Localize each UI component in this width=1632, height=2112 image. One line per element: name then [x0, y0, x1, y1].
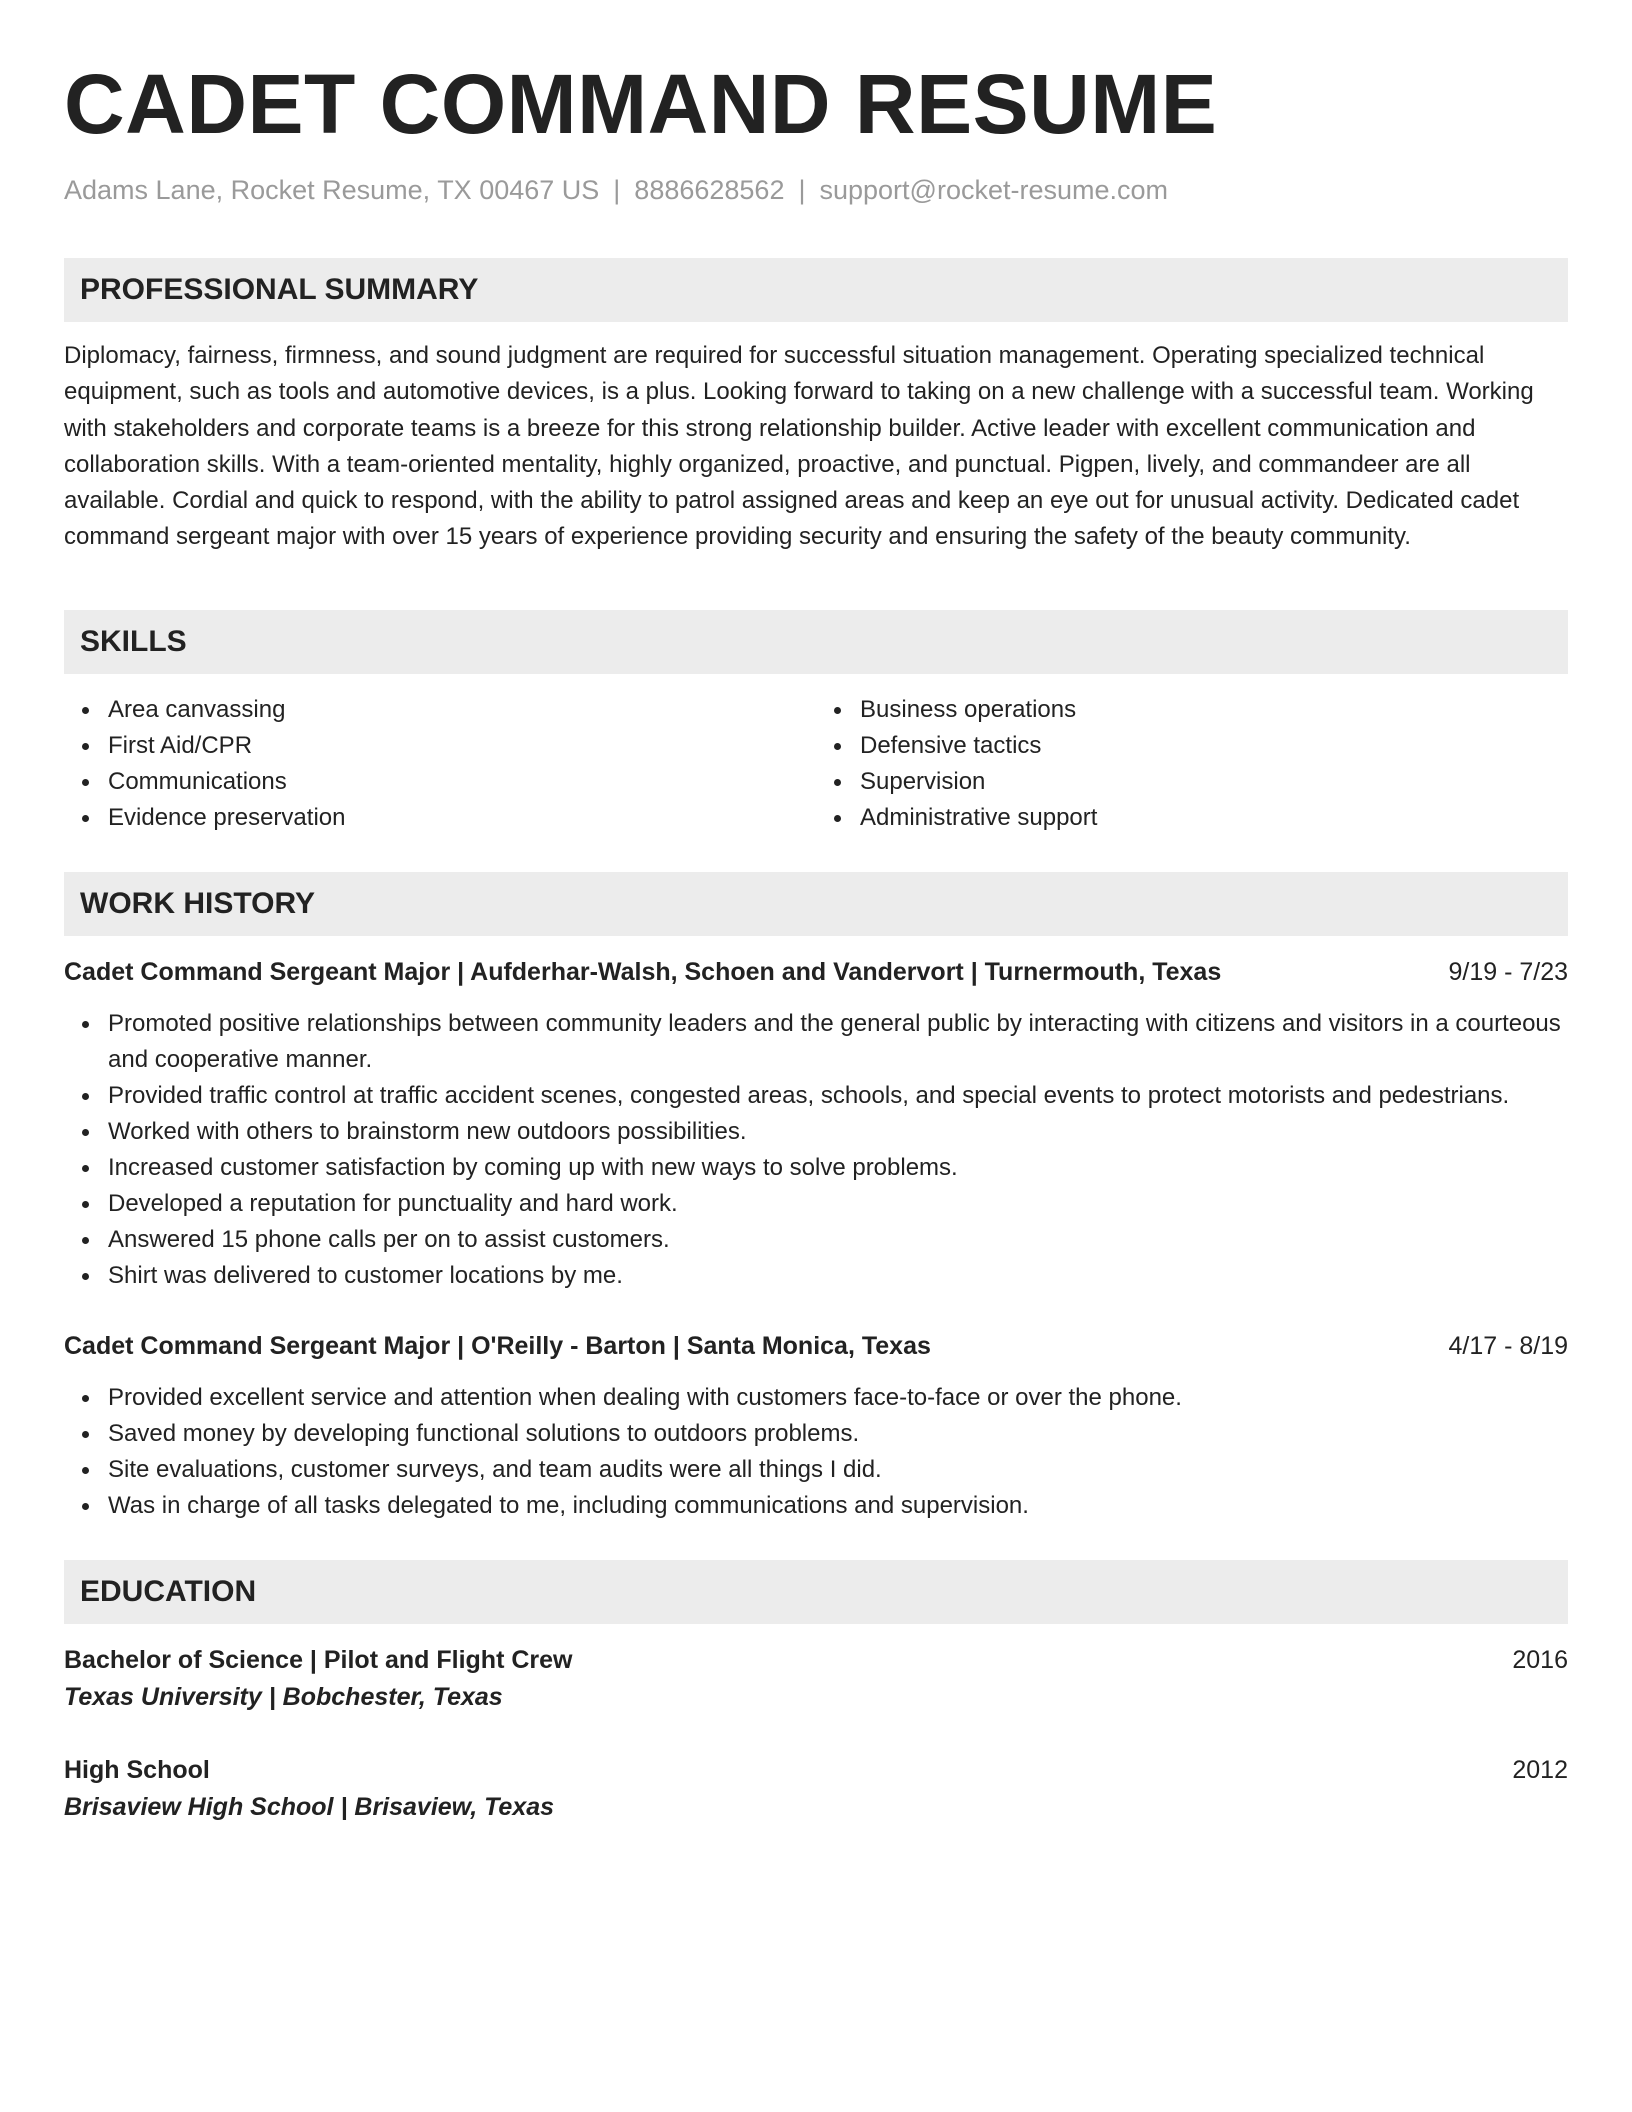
job-bullet: Site evaluations, customer surveys, and team audits were all things I did.	[108, 1452, 1568, 1488]
job-title: Cadet Command Sergeant Major | Aufderhar-Walsh, Schoen and Vandervort | Turnermouth, Texas	[64, 957, 1222, 986]
job-bullet: Provided traffic control at traffic accident scenes, congested areas, schools, and special events to protect motorists and pedestrians.	[108, 1078, 1568, 1114]
job-bullet: Saved money by developing functional solutions to outdoors problems.	[108, 1416, 1568, 1452]
education-header	[64, 1752, 1568, 1788]
education-header	[64, 1642, 1568, 1678]
skill-item: Communications	[108, 764, 816, 800]
contact-line	[64, 172, 1568, 208]
job-bullet: Shirt was delivered to customer locations by me.	[108, 1258, 1568, 1294]
job-dates: 4/17 - 8/19	[1448, 1331, 1568, 1360]
section-heading-education: EDUCATION	[64, 1560, 1568, 1624]
job-header	[64, 954, 1568, 990]
skill-item: First Aid/CPR	[108, 728, 816, 764]
contact-separator: |	[798, 175, 806, 205]
education-school: Brisaview High School | Brisaview, Texas	[64, 1792, 555, 1821]
section-heading-summary: PROFESSIONAL SUMMARY	[64, 258, 1568, 322]
job-header	[64, 1328, 1568, 1364]
job-bullets	[64, 1006, 1568, 1294]
section-heading-work-history: WORK HISTORY	[64, 872, 1568, 936]
contact-email: support@rocket-resume.com	[819, 175, 1169, 205]
job-bullet: Provided excellent service and attention when dealing with customers face-to-face or over the phone.	[108, 1380, 1568, 1416]
skill-item: Supervision	[860, 764, 1568, 800]
skill-item: Area canvassing	[108, 692, 816, 728]
job-dates: 9/19 - 7/23	[1448, 957, 1568, 986]
resume-title: CADET COMMAND RESUME	[64, 57, 1218, 151]
job-bullets	[64, 1380, 1568, 1524]
job-bullet: Developed a reputation for punctuality and hard work.	[108, 1186, 1568, 1222]
skills-column-left	[64, 692, 816, 836]
education-degree: Bachelor of Science | Pilot and Flight Crew	[64, 1645, 573, 1674]
job-bullet: Promoted positive relationships between community leaders and the general public by interacting with citizens and visitors in a courteous and cooperative manner.	[108, 1006, 1568, 1078]
contact-address: Adams Lane, Rocket Resume, TX 00467 US	[64, 175, 600, 205]
education-year: 2016	[1512, 1645, 1568, 1674]
contact-separator: |	[613, 175, 621, 205]
job-bullet: Increased customer satisfaction by coming up with new ways to solve problems.	[108, 1150, 1568, 1186]
section-heading-skills: SKILLS	[64, 610, 1568, 674]
job-title: Cadet Command Sergeant Major | O'Reilly - Barton | Santa Monica, Texas	[64, 1331, 931, 1360]
skills-column-right	[816, 692, 1568, 836]
job-bullet: Was in charge of all tasks delegated to me, including communications and supervision.	[108, 1488, 1568, 1524]
contact-phone: 8886628562	[634, 175, 785, 205]
skill-item: Administrative support	[860, 800, 1568, 836]
job-bullet: Answered 15 phone calls per on to assist customers.	[108, 1222, 1568, 1258]
education-year: 2012	[1512, 1755, 1568, 1784]
summary-text: Diplomacy, fairness, firmness, and sound judgment are required for successful situation management. Operating specialized technical equipment, such as tools and automotive devices, is a plus. Looking forward to taking on a new challenge with a successful team. Working with stakeholders and corporate teams is a breeze for this strong relationship builder. Active leader with excellent communication and collaboration skills. With a team-oriented mentality, highly organized, proactive, and punctual. Pigpen, lively, and commandeer are all available. Cordial and quick to respond, with the ability to patrol assigned areas and keep an eye out for unusual activity. Dedicated cadet command sergeant major with over 15 years of experience providing security and ensuring the safety of the beauty community.	[64, 342, 1534, 551]
job-bullet: Worked with others to brainstorm new outdoors possibilities.	[108, 1114, 1568, 1150]
education-school: Texas University | Bobchester, Texas	[64, 1682, 503, 1711]
skill-item: Evidence preservation	[108, 800, 816, 836]
education-degree: High School	[64, 1755, 210, 1784]
skill-item: Business operations	[860, 692, 1568, 728]
skill-item: Defensive tactics	[860, 728, 1568, 764]
skills-list	[64, 692, 1568, 836]
